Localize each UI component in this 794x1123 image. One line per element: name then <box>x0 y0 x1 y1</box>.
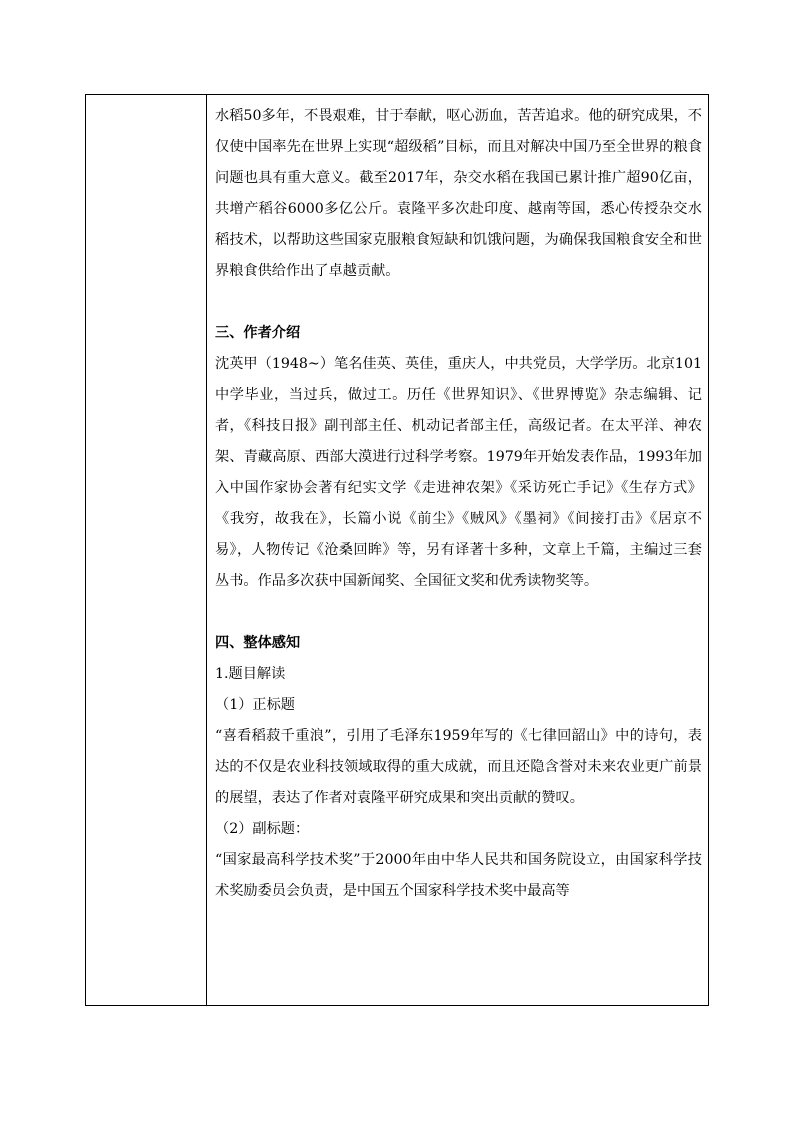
right-cell <box>207 95 709 1006</box>
paragraph: （1）正标题 <box>215 697 295 713</box>
table-row <box>86 95 709 1006</box>
paragraph: “国家最高科学技术奖”于2000年由中华人民共和国务院设立，由国家科学技术奖励委员会负责，是中国五个国家科学技术奖中最高等 <box>215 852 702 899</box>
paragraph-gap <box>215 597 702 628</box>
section-heading: 四、整体感知 <box>215 635 301 651</box>
document-body <box>207 95 708 907</box>
content-table <box>85 94 709 1006</box>
paragraph: 沈英甲（1948~）笔名佳英、英佳，重庆人，中共党员，大学学历。北京101中学毕业，当过兵，做过工。历任《世界知识》、《世界博览》杂志编辑、记者，《科技日报》副刊部主任、机动记者部主任，高级记者。在太平洋、神农架、青藏高原、西部大漠进行过科学考察。1979年开始发表作品，1993年加入中国作家协会著有纪实文学《走进神农架》《采访死亡手记》《生存方式》《我穷，故我在》，长篇小说《前尘》《贼风》《墨祠》《间接打击》《居京不易》，人物传记《沧桑回眸》等，另有译著十多种，文章上千篇，主编过三套丛书。作品多次获中国新闻奖、全国征文奖和优秀读物奖等。 <box>215 356 702 589</box>
paragraph: 1.题目解读 <box>215 666 286 682</box>
section-heading: 三、作者介绍 <box>215 325 301 341</box>
left-cell <box>86 95 207 1006</box>
paragraph: （2）副标题： <box>215 821 310 837</box>
paragraph: 水稻50多年，不畏艰难，甘于奉献，呕心沥血，苦苦追求。他的研究成果，不仅使中国率先在世界上实现“超级稻”目标，而且对解决中国乃至全世界的粮食问题也具有重大意义。截至2017年，杂交水稻在我国已累计推广超90亿亩，共增产稻谷6000多亿公斤。袁隆平多次赴印度、越南等国，悉心传授杂交水稻技术，以帮助这些国家克服粮食短缺和饥饿问题，为确保我国粮食安全和世界粮食供给作出了卓越贡献。 <box>215 108 702 279</box>
paragraph: “喜看稻菽千重浪”，引用了毛泽东1959年写的《七律回韶山》中的诗句，表达的不仅是农业科技领域取得的重大成就，而且还隐含誉对未来农业更广前景的展望，表达了作者对袁隆平研究成果和突出贡献的赞叹。 <box>215 728 702 806</box>
paragraph-gap <box>215 287 702 318</box>
